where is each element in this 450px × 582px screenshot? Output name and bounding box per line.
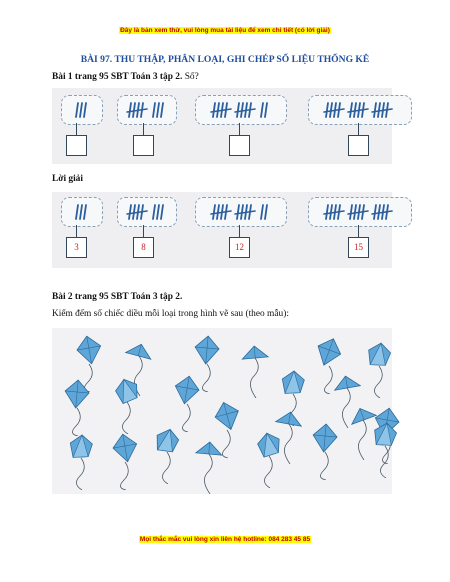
tally-stroke: [217, 103, 219, 117]
triangle-kite-icon: [240, 340, 270, 398]
kite-illustration: [52, 328, 392, 494]
tally-stroke: [133, 205, 135, 219]
exercise2-instruction: Kiểm đếm số chiếc diều mỗi loại trong hình vẽ sau (theo mẫu):: [52, 309, 289, 319]
connector: [76, 225, 77, 237]
tally-group-12: [195, 197, 287, 227]
tally-stroke: [326, 205, 328, 219]
tally-stroke: [241, 205, 243, 219]
diamond-kite-icon: [62, 378, 92, 436]
answer-value: 15: [348, 237, 369, 258]
answer-value: 3: [66, 237, 87, 258]
tally-group-8: [117, 95, 177, 125]
tally-group-3: [61, 197, 103, 227]
tally-marks: [196, 198, 286, 226]
diamond-kite-icon: [172, 374, 202, 432]
solution-panel: [52, 192, 392, 268]
exercise1-heading: Bài 1 trang 95 SBT Toán 3 tập 2.: [52, 72, 183, 82]
tally-marks: [118, 198, 176, 226]
tally-stroke: [374, 205, 376, 219]
tally-stroke: [354, 205, 356, 219]
tally-stroke: [80, 205, 82, 219]
exercise2-heading: Bài 2 trang 95 SBT Toán 3 tập 2.: [52, 292, 183, 302]
tally-stroke: [80, 103, 82, 117]
answer-input-1[interactable]: [66, 135, 87, 156]
tally-stroke: [153, 205, 155, 219]
tally-stroke: [157, 103, 159, 117]
tally-stroke: [76, 205, 78, 219]
tally-group-12: [195, 95, 287, 125]
tally-stroke: [261, 205, 263, 219]
tally-stroke: [84, 205, 86, 219]
tally-stroke: [326, 103, 328, 117]
tally-stroke: [213, 205, 215, 219]
tally-stroke: [330, 205, 332, 219]
hotline-notice: Mọi thắc mắc vui lòng xin liên hệ hotline: 084 283 45 85: [139, 536, 311, 543]
tally-stroke: [84, 103, 86, 117]
tally-marks: [309, 96, 411, 124]
tally-group-15: [308, 95, 412, 125]
answer-value: 12: [229, 237, 250, 258]
tally-stroke: [378, 205, 380, 219]
tetrahedral-kite-icon: [254, 430, 284, 488]
answer-input-2[interactable]: [133, 135, 154, 156]
tally-stroke: [374, 103, 376, 117]
tally-stroke: [161, 205, 163, 219]
connector: [358, 123, 359, 135]
connector: [143, 123, 144, 135]
tally-stroke: [330, 103, 332, 117]
tally-stroke: [133, 103, 135, 117]
tally-marks: [62, 96, 102, 124]
tally-group-3: [61, 95, 103, 125]
tally-stroke: [129, 205, 131, 219]
tally-stroke: [161, 103, 163, 117]
tally-stroke: [350, 103, 352, 117]
exercise1-question: Số?: [184, 72, 199, 82]
tetrahedral-kite-icon: [370, 420, 400, 478]
tally-stroke: [261, 103, 263, 117]
triangle-kite-icon: [194, 436, 224, 494]
connector: [143, 225, 144, 237]
answer-input-4[interactable]: [348, 135, 369, 156]
tally-stroke: [354, 103, 356, 117]
solution-heading: Lời giải: [52, 174, 83, 184]
tetrahedral-kite-icon: [112, 376, 142, 434]
answer-input-3[interactable]: [229, 135, 250, 156]
tally-marks: [309, 198, 411, 226]
tally-stroke: [265, 205, 267, 219]
tally-marks: [62, 198, 102, 226]
tally-marks: [118, 96, 176, 124]
page-title: BÀI 97. THU THẬP, PHÂN LOẠI, GHI CHÉP SỐ LIỆU THỐNG KÊ: [80, 54, 370, 65]
answer-value: 8: [133, 237, 154, 258]
connector: [239, 123, 240, 135]
tetrahedral-kite-icon: [66, 432, 96, 490]
exercise1-panel: [52, 88, 392, 164]
tally-stroke: [217, 205, 219, 219]
tally-group-8: [117, 197, 177, 227]
tally-stroke: [265, 103, 267, 117]
tally-marks: [196, 96, 286, 124]
preview-notice: Đây là bản xem thử, vui lòng mua tài liệu để xem chi tiết (có lời giải): [120, 27, 330, 34]
tetrahedral-kite-icon: [152, 426, 182, 484]
diamond-kite-icon: [310, 422, 340, 480]
tally-stroke: [129, 103, 131, 117]
tally-stroke: [157, 205, 159, 219]
connector: [358, 225, 359, 237]
tally-stroke: [350, 205, 352, 219]
tally-stroke: [237, 205, 239, 219]
tally-group-15: [308, 197, 412, 227]
tally-stroke: [237, 103, 239, 117]
tetrahedral-kite-icon: [364, 340, 394, 398]
tally-stroke: [153, 103, 155, 117]
connector: [239, 225, 240, 237]
connector: [76, 123, 77, 135]
tally-stroke: [76, 103, 78, 117]
tally-stroke: [378, 103, 380, 117]
exercise1-line: [52, 72, 199, 82]
tally-stroke: [241, 103, 243, 117]
diamond-kite-icon: [110, 432, 140, 490]
tally-stroke: [213, 103, 215, 117]
